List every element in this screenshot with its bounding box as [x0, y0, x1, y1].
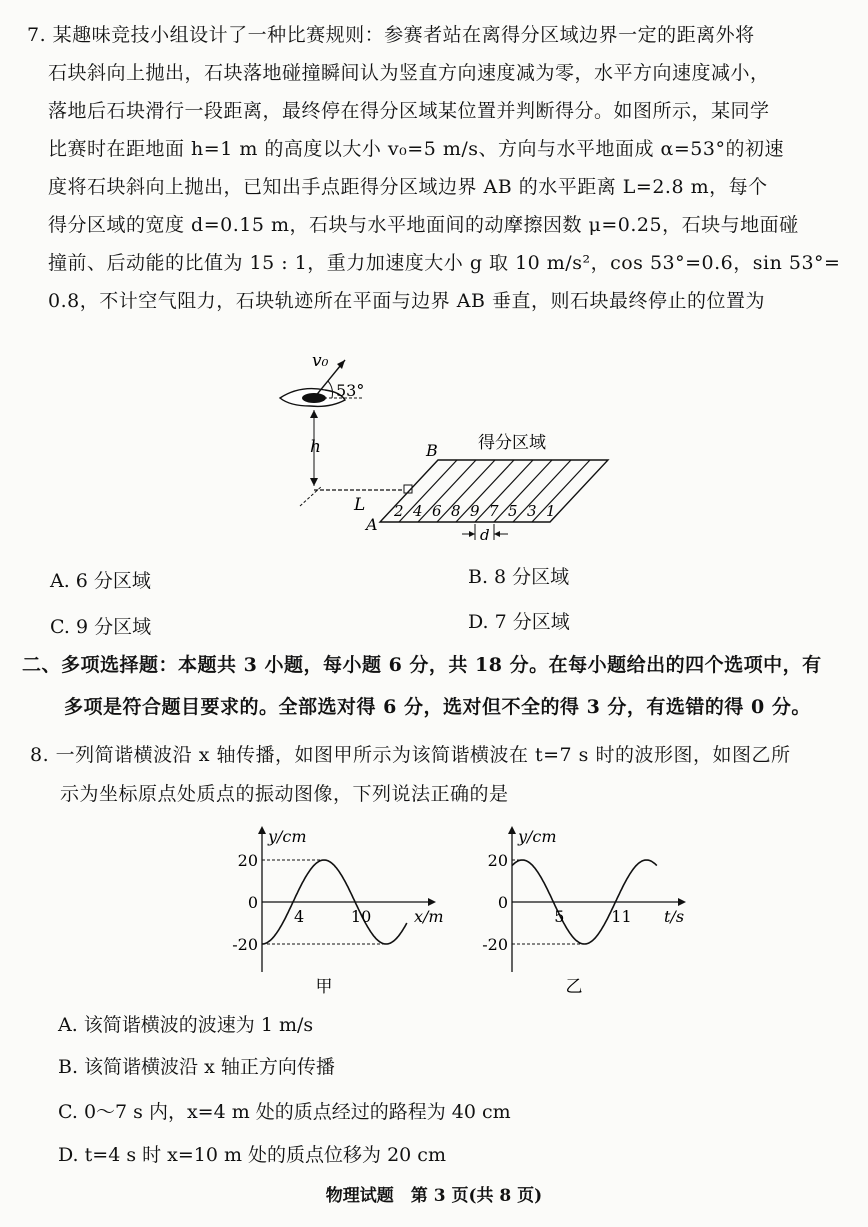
q7-option-b: B. 8 分区域 [468, 566, 570, 588]
q7-line-2: 石块斜向上抛出，石块落地碰撞瞬间认为竖直方向速度减为零，水平方向速度减小， [48, 62, 770, 84]
q8-option-c: C. 0～7 s 内，x=4 m 处的质点经过的路程为 40 cm [58, 1101, 511, 1123]
q7-line-5: 度将石块斜向上抛出，已知出手点距得分区域边界 AB 的水平距离 L=2.8 m，每个 [48, 176, 768, 198]
q8-option-a: A. 该简谐横波的波速为 1 m/s [58, 1014, 314, 1036]
y-tick-label: 20 [487, 851, 508, 870]
label-d: d [480, 526, 490, 544]
score-label: 5 [508, 502, 518, 520]
section-2-line-1: 二、多项选择题：本题共 3 小题，每小题 6 分，共 18 分。在每小题给出的四个选项中，有 [22, 654, 822, 676]
q7-line-4: 比赛时在距地面 h=1 m 的高度以大小 v₀=5 m/s、方向与水平地面成 α=53°的初速 [48, 138, 784, 160]
x-axis-label: t/s [664, 907, 685, 926]
q7-figure [270, 340, 620, 550]
q7-line-3: 落地后石块滑行一段距离，最终停在得分区域某位置并判断得分。如图所示，某同学 [48, 100, 770, 122]
y-axis-label: y/cm [518, 827, 557, 846]
score-label: 2 [394, 502, 404, 520]
y-tick-label: 20 [237, 851, 258, 870]
q7-line-7: 撞前、后动能的比值为 15 : 1，重力加速度大小 g 取 10 m/s²，cos 53°=0.6，sin 53°= [48, 252, 841, 274]
label-v0: v₀ [312, 351, 329, 371]
page-footer: 物理试题 第 3 页(共 8 页) [325, 1186, 543, 1206]
q7-option-d: D. 7 分区域 [468, 611, 570, 633]
label-angle: 53° [336, 381, 365, 400]
label-L: L [354, 495, 366, 515]
label-region: 得分区域 [478, 433, 546, 453]
x-axis-arrow [428, 898, 436, 906]
y-axis-arrow [258, 826, 266, 834]
y-axis-arrow [508, 826, 516, 834]
q8-option-d: D. t=4 s 时 x=10 m 处的质点位移为 20 cm [58, 1144, 446, 1166]
score-label: 3 [527, 502, 537, 520]
score-label: 1 [546, 502, 556, 520]
score-label: 8 [451, 502, 461, 520]
score-label: 6 [432, 502, 442, 520]
q7-line-8: 0.8，不计空气阻力，石块轨迹所在平面与边界 AB 垂直，则石块最终停止的位置为 [48, 290, 765, 312]
q8-option-b: B. 该简谐横波沿 x 轴正方向传播 [58, 1056, 335, 1078]
y-tick-label: -20 [482, 935, 508, 954]
score-label: 7 [489, 502, 499, 520]
label-B: B [426, 441, 438, 460]
q7-option-c: C. 9 分区域 [50, 616, 152, 638]
graph-jia [220, 822, 444, 997]
x-tick-label: 11 [611, 907, 632, 926]
q7-line-6: 得分区域的宽度 d=0.15 m，石块与水平地面间的动摩擦因数 μ=0.25，石块与地面碰 [48, 214, 799, 236]
x-tick-label: 5 [554, 907, 565, 926]
q8-line-1: 8. 一列简谐横波沿 x 轴传播，如图甲所示为该简谐横波在 t=7 s 时的波形图，如图乙所 [30, 744, 791, 766]
graph-caption: 乙 [565, 977, 583, 997]
q7-option-a: A. 6 分区域 [50, 570, 151, 592]
x-axis-label: x/m [414, 907, 444, 926]
y-tick-label: -20 [232, 935, 258, 954]
y-tick-label: 0 [247, 893, 258, 912]
score-label: 4 [413, 502, 423, 520]
x-axis-arrow [678, 898, 686, 906]
x-tick-label: 4 [293, 907, 305, 926]
label-h: h [310, 437, 321, 457]
graph-yi [470, 822, 685, 997]
y-tick-label: 0 [497, 893, 508, 912]
x-tick-label: 10 [350, 907, 372, 926]
q8-line-2: 示为坐标原点处质点的振动图像，下列说法正确的是 [60, 783, 509, 805]
label-A: A [366, 515, 378, 534]
graph-caption: 甲 [315, 977, 333, 997]
section-2-line-2: 多项是符合题目要求的。全部选对得 6 分，选对但不全的得 3 分，有选错的得 0 分。 [64, 696, 811, 718]
q7-line-1: 7. 某趣味竞技小组设计了一种比赛规则：参赛者站在离得分区域边界一定的距离外将 [27, 24, 755, 46]
y-axis-label: y/cm [268, 827, 307, 846]
score-label: 9 [470, 502, 480, 520]
